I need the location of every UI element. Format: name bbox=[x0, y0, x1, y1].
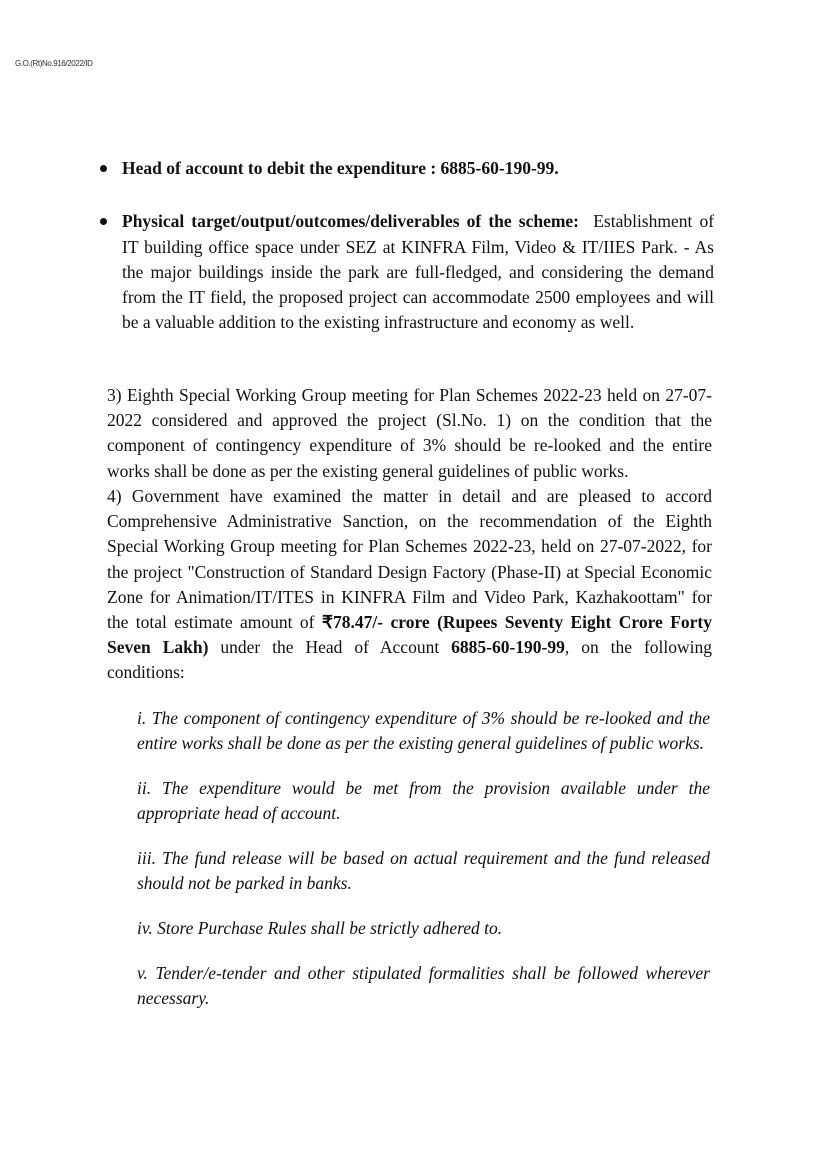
sanction-text-end: , on the following conditions: bbox=[107, 637, 713, 683]
physical-target-label: Physical target/output/outcomes/deliverables of the scheme: bbox=[122, 211, 580, 232]
condition-item: v. Tender/e-tender and other stipulated formalities shall be followed wherever necessary. bbox=[137, 963, 710, 1009]
paragraph-3-swg-meeting: 3) Eighth Special Working Group meeting for Plan Schemes 2022-23 held on 27-07-2022 considered and approved the project (Sl.No. 1) on the condition that the component of contingency expenditure of 3% should be re-looked and the entire works shall be done as per the existing general guidelines of public works. bbox=[107, 385, 712, 481]
physical-target-text: Establishment of IT building office space under SEZ at KINFRA Film, Video & IT/IIES Park. - As the major buildings inside the park are full-fledged, and considering the demand from the IT field, the proposed project can accommodate 2500 employees and will be a valuable addition to the existing infrastructure and economy as well. bbox=[122, 211, 715, 333]
condition-item: i. The component of contingency expenditure of 3% should be re-looked and the entire works shall be done as per the existing general guidelines of public works. bbox=[137, 708, 710, 754]
list-item-head-of-account bbox=[100, 156, 714, 181]
document-reference-number: G.O.(Rt)No.916/2022/ID bbox=[15, 59, 93, 68]
head-of-account-number: 6885-60-190-99 bbox=[451, 637, 565, 658]
condition-item: iv. Store Purchase Rules shall be strictly adhered to. bbox=[137, 918, 503, 939]
head-of-account-label: Head of account to debit the expenditure : 6885-60-190-99. bbox=[122, 158, 559, 178]
sanction-text: 4) Government have examined the matter in detail and are pleased to accord Comprehensive Administrative Sanction, on the recommendation of the Eighth Special Working Group meeting for Plan Schemes 2022-23, held on 27-07-2022, for the project "Construction of Standard Design Factory (Phase-II) at Special Economic Zone for Animation/IT/ITES in KINFRA Film and Video Park, Kazhakoottam" for the total estimate amount of bbox=[107, 486, 712, 633]
sanction-amount: ₹78.47/- crore (Rupees Seventy Eight Crore Forty Seven Lakh) bbox=[107, 612, 712, 658]
sanction-text-account: under the Head of Account bbox=[208, 637, 452, 658]
condition-item: iii. The fund release will be based on actual requirement and the fund released should not be parked in banks. bbox=[137, 848, 710, 894]
conditions-list bbox=[137, 706, 710, 1031]
list-item-physical-target bbox=[100, 209, 714, 335]
condition-item: ii. The expenditure would be met from the provision available under the appropriate head of account. bbox=[137, 778, 710, 824]
bullet-icon bbox=[100, 165, 107, 172]
scheme-details-list bbox=[100, 156, 714, 336]
paragraph-4-sanction bbox=[107, 484, 712, 686]
bullet-icon bbox=[100, 218, 107, 225]
